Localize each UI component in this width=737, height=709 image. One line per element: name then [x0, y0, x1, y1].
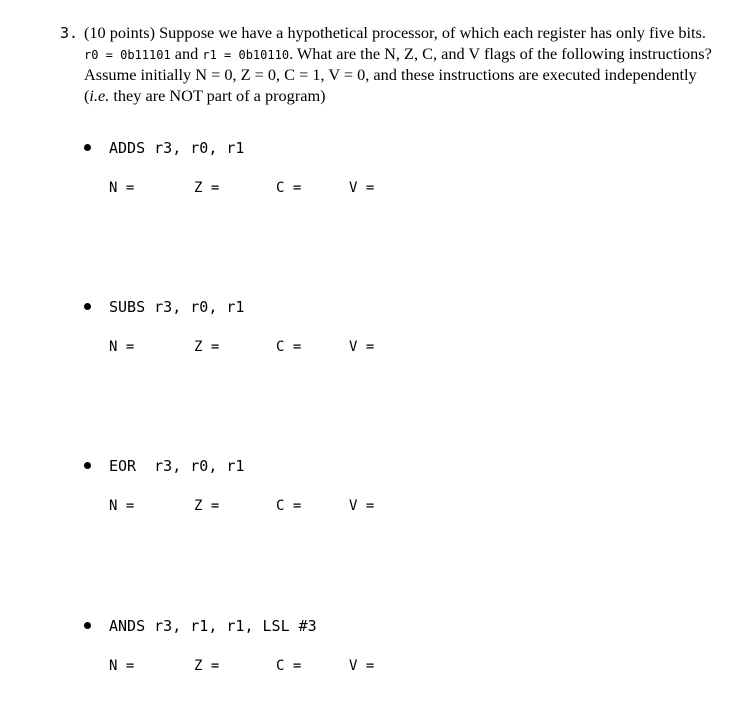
flag-c-label: C = — [276, 498, 302, 514]
instruction-item — [84, 297, 684, 357]
and-word: and — [170, 44, 203, 63]
flag-n-label: N = — [109, 658, 135, 674]
question-text — [84, 22, 734, 106]
question-line-2-rest: . What are the N, Z, C, and V flags of the following instructions? — [289, 44, 712, 63]
flag-n-label: N = — [109, 339, 135, 355]
flag-c-label: C = — [276, 658, 302, 674]
question-line-1: (10 points) Suppose we have a hypothetical processor, of which each register has only five bits. — [84, 23, 706, 42]
flag-v-label: V = — [349, 658, 375, 674]
instruction-item — [84, 138, 684, 198]
flag-z-label: Z = — [194, 180, 220, 196]
question-line-3: Assume initially N = 0, Z = 0, C = 1, V = 0, and these instructions are executed independently — [84, 65, 697, 84]
bullet-icon — [84, 462, 91, 469]
instruction-text: ADDS r3, r0, r1 — [109, 139, 245, 157]
r1-value: r1 = 0b10110 — [202, 48, 290, 62]
flag-z-label: Z = — [194, 498, 220, 514]
instruction-item — [84, 616, 684, 676]
flag-v-label: V = — [349, 339, 375, 355]
flag-c-label: C = — [276, 180, 302, 196]
bullet-icon — [84, 303, 91, 310]
question-line-2 — [84, 43, 734, 64]
flag-n-label: N = — [109, 498, 135, 514]
bullet-icon — [84, 622, 91, 629]
flag-z-label: Z = — [194, 339, 220, 355]
flag-v-label: V = — [349, 180, 375, 196]
question-line-4 — [84, 85, 734, 106]
instruction-text: EOR r3, r0, r1 — [109, 457, 245, 475]
flag-n-label: N = — [109, 180, 135, 196]
instruction-text: SUBS r3, r0, r1 — [109, 298, 245, 316]
question-number: 3. — [60, 24, 79, 42]
instruction-text: ANDS r3, r1, r1, LSL #3 — [109, 617, 317, 635]
instruction-item — [84, 456, 684, 516]
question-line-4-rest: they are NOT part of a program) — [109, 86, 326, 105]
flag-c-label: C = — [276, 339, 302, 355]
flag-z-label: Z = — [194, 658, 220, 674]
flag-v-label: V = — [349, 498, 375, 514]
r0-value: r0 = 0b11101 — [84, 48, 171, 62]
ie-abbrev: i.e. — [89, 86, 110, 105]
open-paren: ( — [84, 86, 90, 105]
bullet-icon — [84, 144, 91, 151]
